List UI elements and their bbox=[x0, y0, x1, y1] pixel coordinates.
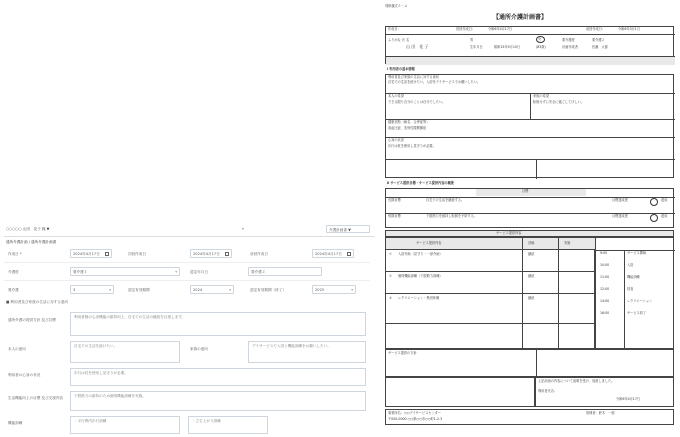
period-end-select[interactable] bbox=[312, 285, 356, 294]
mental-text: 歩行は杖を使用し見守りが必要。 bbox=[388, 144, 436, 148]
health-text: 高血圧症、変形性膝関節症 bbox=[388, 126, 427, 130]
form-number: 別紙様式５－４ bbox=[385, 4, 408, 8]
manager-label: 計画作成者 bbox=[562, 45, 578, 49]
goal-textarea[interactable]: 下肢筋力の維持のため個別機能訓練を実施。 bbox=[70, 391, 366, 411]
header-block bbox=[385, 26, 674, 64]
mental-label: 心身の状況 bbox=[388, 138, 404, 142]
care-type-value: 3 bbox=[73, 288, 76, 292]
divider bbox=[386, 159, 675, 160]
service-text: 入浴介助（見守り・一部介助） bbox=[398, 252, 443, 256]
schedule-item: レクリエーション bbox=[627, 299, 653, 303]
service-table bbox=[385, 237, 595, 349]
divider bbox=[536, 159, 537, 179]
section-title: 通所介護計画 / 通所介護計画書 bbox=[6, 240, 57, 244]
goal-eval-1: 目標達成度 bbox=[612, 198, 628, 202]
training-label: 機能訓練 bbox=[8, 421, 23, 425]
schedule-item: 入浴 bbox=[627, 263, 634, 267]
schedule-time: 14:00 bbox=[600, 299, 610, 303]
footer-box bbox=[385, 409, 674, 425]
self-wish-label: 本人の希望 bbox=[388, 94, 404, 98]
training-textarea[interactable]: ・平行棒内歩行訓練 bbox=[70, 416, 180, 434]
care-level-select[interactable] bbox=[70, 267, 180, 276]
birth-label: 生年月日 bbox=[470, 45, 483, 49]
service-no: ③ bbox=[389, 296, 392, 300]
divider bbox=[530, 93, 531, 119]
condition-label: 利用者の心身の状況 bbox=[8, 373, 41, 377]
birth-value: 昭和15年5月10日 bbox=[494, 45, 521, 49]
self-wish-text: できる限り自分のことは自分でしたい。 bbox=[388, 100, 446, 104]
service-no: ② bbox=[389, 274, 392, 278]
goal-eval-circle bbox=[650, 198, 658, 206]
policy-box bbox=[385, 349, 674, 377]
family-wish-text: 転倒せずに安全に過ごしてほしい。 bbox=[533, 100, 584, 104]
goal-header bbox=[476, 189, 586, 196]
created-value: 令和6年4月17日 bbox=[488, 27, 513, 31]
policy-label: 通所介護の提供方針 及び目標 bbox=[8, 318, 56, 322]
gender-male: 男 bbox=[470, 38, 474, 42]
office-name: 事業所名：○○デイサービスセンター bbox=[388, 411, 442, 415]
policy-title: サービス提供の方針 bbox=[388, 351, 417, 355]
prev-created-label: 前回作成日： bbox=[586, 27, 606, 31]
consent-date: 令和6年4月17日 bbox=[616, 397, 641, 401]
schedule-item: 機能訓練 bbox=[627, 275, 640, 279]
created-date-label: 作成日 * bbox=[8, 252, 22, 256]
plan-type-select-label: 介護計画書 ▼ bbox=[329, 228, 351, 232]
signature-label: 利用者氏名： bbox=[538, 389, 558, 393]
care-level-label: 要介護度 bbox=[562, 38, 575, 42]
prev-created-value: 2024年4月17日 bbox=[315, 252, 342, 256]
policy-textarea[interactable]: 利用者様の心身機能の維持向上、自宅での生活の継続を目指します。 bbox=[70, 312, 366, 336]
divider bbox=[386, 137, 675, 138]
service-rows bbox=[386, 250, 596, 350]
period-start-label: 認定有効期間 bbox=[128, 288, 150, 292]
goal-eval-circle bbox=[650, 214, 658, 222]
divider bbox=[386, 34, 675, 35]
service-table-head bbox=[386, 238, 596, 250]
family-wish-label: 家族の希望 bbox=[533, 94, 549, 98]
service-eval: 継続 bbox=[528, 274, 535, 278]
manager-value: 佐藤 太郎 bbox=[592, 45, 608, 49]
certification-label: 認定年月日 bbox=[190, 270, 208, 274]
created-date-field[interactable] bbox=[70, 249, 112, 258]
goal-term-2: 短期目標 bbox=[388, 214, 401, 218]
schedule-table bbox=[595, 237, 674, 349]
divider bbox=[624, 250, 625, 350]
intent-text: 自宅での生活を続けたい。入浴をデイサービスでお願いしたい。 bbox=[388, 80, 481, 84]
chevron-down-icon: ▾ bbox=[229, 288, 231, 292]
goal-mark-2: 達成 bbox=[661, 214, 668, 218]
care-type-label: 要介護 bbox=[8, 288, 19, 292]
training-textarea-2[interactable]: ・立ち上がり訓練 bbox=[188, 416, 268, 434]
care-type-select[interactable] bbox=[70, 285, 114, 294]
schedule-time: 16:00 bbox=[600, 311, 610, 315]
self-wish-textarea[interactable]: 自宅での生活を続けたい。 bbox=[70, 341, 180, 363]
chevron-down-icon: ▾ bbox=[351, 288, 353, 292]
goal-header-label: 目標 bbox=[522, 189, 529, 193]
chevron-down-icon: ▾ bbox=[109, 288, 111, 292]
goal-text-1: 自宅での生活を継続する。 bbox=[426, 198, 465, 202]
consent-box bbox=[535, 377, 674, 407]
family-wish-textarea[interactable]: デイサービスで入浴と機能訓練をお願いしたい。 bbox=[248, 341, 366, 363]
family-wish-label: 家族の意向 bbox=[190, 347, 208, 351]
schedule-item: 昼食 bbox=[627, 287, 634, 291]
section-2-box bbox=[385, 188, 674, 228]
chevron-down-icon: ▾ bbox=[175, 270, 177, 274]
header-shaded-row bbox=[386, 56, 675, 65]
office-manager: 管理者：鈴木 一郎 bbox=[586, 411, 615, 415]
goal-label: 生活機能向上の目標 及び支援内容 bbox=[8, 396, 64, 400]
first-created-value: 2024年4月17日 bbox=[193, 252, 220, 256]
first-created-label: 初回作成日 bbox=[128, 252, 146, 256]
dropdown-caret-icon[interactable]: ▾ bbox=[242, 227, 244, 231]
prev-created-label: 前回作成日 bbox=[250, 252, 268, 256]
goal-eval-2: 目標達成度 bbox=[612, 214, 628, 218]
age-value: (83歳) bbox=[536, 45, 546, 49]
section-2-title: Ⅱ サービス提供目標・サービス提供内容の概要 bbox=[387, 181, 454, 185]
service-no: ① bbox=[389, 252, 392, 256]
prev-created-value: 令和6年3月1日 bbox=[618, 27, 641, 31]
name-value: 山 田 花 子 bbox=[406, 44, 429, 49]
service-text: 個別機能訓練（下肢筋力訓練） bbox=[398, 274, 443, 278]
health-label: 健康状態（病名、合併症等） bbox=[388, 120, 430, 124]
care-level-label: 介護度 bbox=[8, 270, 19, 274]
note-bar: ■ 利用者及び家族の生活に対する意向 bbox=[6, 300, 69, 304]
condition-textarea[interactable]: 歩行は杖を使用し見守りが必要。 bbox=[70, 368, 366, 386]
office-address: 〒000-0000 ○○県○○市○○町1-2-3 bbox=[388, 417, 443, 421]
divider bbox=[4, 262, 370, 263]
period-end-value: 2025 bbox=[315, 288, 325, 292]
calendar-icon[interactable] bbox=[225, 252, 229, 256]
service-text: レクリエーション・集団体操 bbox=[398, 296, 440, 300]
schedule-time: 9:00 bbox=[600, 251, 608, 255]
service-eval: 継続 bbox=[528, 252, 535, 256]
schedule-time: 11:00 bbox=[600, 275, 610, 279]
goal-text-2: 下肢筋力を維持し転倒を予防する。 bbox=[426, 214, 477, 218]
certification-field[interactable] bbox=[248, 267, 322, 276]
care-level-value: 要介護２ bbox=[592, 38, 605, 42]
service-eval: 継続 bbox=[528, 296, 535, 300]
consent-text: 上記計画の内容について説明を受け、同意しました。 bbox=[538, 379, 615, 383]
plan-type-select[interactable] bbox=[326, 225, 370, 233]
service-head-label: サービス提供内容 bbox=[416, 241, 442, 245]
goal-term-1: 長期目標 bbox=[388, 198, 401, 202]
prev-created-field[interactable] bbox=[312, 249, 354, 258]
gender-value: 女 bbox=[538, 37, 542, 41]
divider bbox=[386, 119, 675, 120]
name-label: ふりがな 氏 名 bbox=[388, 38, 410, 42]
period-end-label: 認定有効期間（終了） bbox=[250, 288, 286, 292]
created-label: 作成日： bbox=[388, 27, 401, 31]
toolbar bbox=[4, 224, 375, 237]
first-created-label: 初回作成日： bbox=[456, 27, 476, 31]
plan-document-preview bbox=[385, 4, 674, 432]
period-start-select[interactable] bbox=[190, 285, 234, 294]
divider bbox=[536, 350, 537, 378]
user-selector[interactable]: ○○○○○ 山田 花子 様 ▼ bbox=[6, 227, 50, 231]
certification-value: 要介護２ bbox=[251, 270, 266, 274]
service-head-done: 実施 bbox=[564, 241, 571, 245]
schedule-time: 10:00 bbox=[600, 263, 610, 267]
self-wish-label: 本人の意向 bbox=[8, 347, 26, 351]
schedule-time: 12:00 bbox=[600, 287, 610, 291]
table-row bbox=[386, 294, 596, 324]
divider bbox=[4, 280, 370, 281]
service-contents-title: サービス提供内容 bbox=[496, 231, 522, 235]
table-row bbox=[386, 272, 596, 294]
service-contents-header bbox=[385, 230, 674, 237]
intent-label: 利用者及び家族の生活に対する意向 bbox=[388, 75, 439, 79]
table-row bbox=[386, 250, 596, 272]
remarks-box bbox=[385, 377, 535, 407]
first-created-field[interactable] bbox=[190, 249, 232, 258]
schedule-item: サービス終了 bbox=[627, 311, 647, 315]
period-start-value: 2024 bbox=[193, 288, 203, 292]
section-1-box bbox=[385, 74, 674, 178]
section-1-title: Ⅰ 利用者の基本情報 bbox=[387, 67, 415, 71]
created-date-value: 2024年4月17日 bbox=[73, 252, 100, 256]
service-head-eval: 評価 bbox=[528, 241, 535, 245]
schedule-item: サービス開始 bbox=[627, 251, 647, 255]
document-title: 【通所介護計画書】 bbox=[493, 14, 548, 21]
care-level-value: 要介護１ bbox=[73, 270, 88, 274]
calendar-icon[interactable] bbox=[347, 252, 351, 256]
goal-mark-1: 達成 bbox=[661, 198, 668, 202]
calendar-icon[interactable] bbox=[105, 252, 109, 256]
